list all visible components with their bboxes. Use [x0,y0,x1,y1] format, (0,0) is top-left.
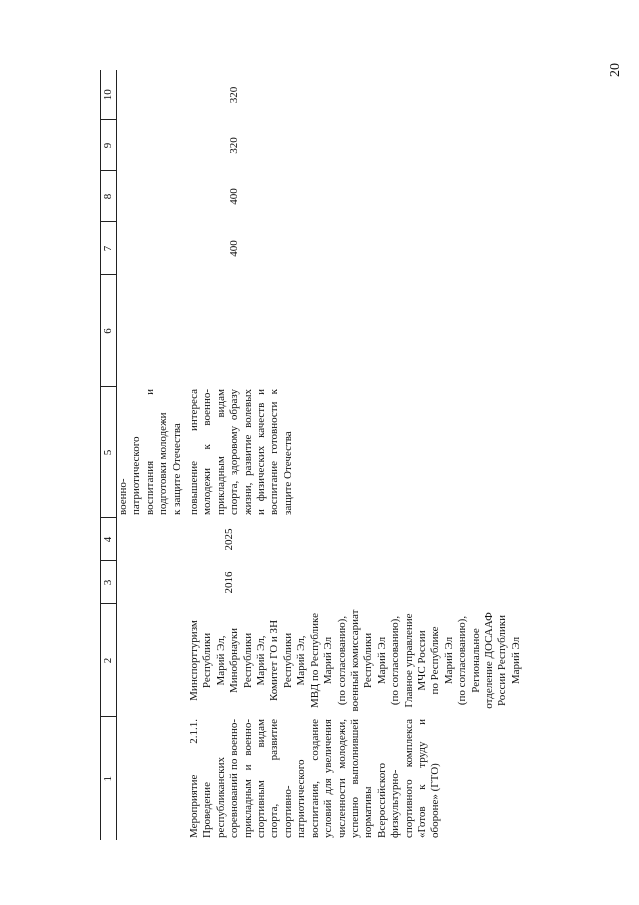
header-col-5: 5 [101,387,117,518]
header-col-7: 7 [101,222,117,275]
executor-line: Главное управление [402,613,415,708]
executor-line: МВД по Республике [308,613,321,708]
executor-line: отделение ДОСААФ [482,612,495,709]
continuation-row [117,70,189,840]
header-col-1: 1 [101,717,117,840]
col9-value: 320 [228,137,241,154]
program-table [100,70,523,840]
goal-line: подготовки молодежи [157,412,170,515]
goal-line: военно- [117,478,129,515]
executor-line: (по согласованию), [335,615,348,706]
executor-line: МЧС России [415,630,428,691]
header-col-9: 9 [101,120,117,171]
executor-line: Марий Эл [442,636,455,685]
executor-line: Марий Эл [322,636,335,685]
executor-line: Комитет ГО и ЗН [268,619,281,702]
executor-line: военный комиссариат [348,609,361,712]
end-year-cell: 2025 [223,528,236,551]
goal-line: патриотического [130,436,143,515]
executor-line: Марий Эл, [295,635,308,686]
executor-line: России Республики [496,614,509,707]
col6-cell [188,275,523,387]
activity-cell: Мероприятие 2.1.1. Проведение республиканских соревнований по военно-прикладным и военно-спортивным видам спорта, развитие спортивно-патриотического воспитания, создание условий для увеличения численности молодежи, успешно выполнившей нормативы Всероссийского физкультурно-спортивного комплекса «Готов к труду и обороне» (ГТО) [188,719,442,838]
col8-value: 400 [228,188,241,205]
rotated-table-container [100,70,610,840]
result-cell: повышение интереса молодежи к военно-прикладным видам спорта, здоровому образу жизни, развитие волевых и физических качеств и воспитание готовности к защите Отечества [188,389,294,515]
executor-line: Марий Эл, [255,635,268,686]
continuation-goal-cell [117,387,189,518]
executor-line: Республики [281,632,294,689]
executor-line: Республики [362,632,375,689]
header-col-10: 10 [101,70,117,120]
executor-line: Марий Эл, [214,635,227,686]
executor-line: по Республике [429,626,442,695]
goal-line: воспитания и [143,389,156,515]
executor-line: Марий Эл [509,636,522,685]
header-col-2: 2 [101,604,117,717]
executor-line: Марий Эл [375,636,388,685]
header-row [101,70,117,840]
executor-line: Республики [241,632,254,689]
header-col-3: 3 [101,561,117,604]
header-col-6: 6 [101,275,117,387]
col10-value: 320 [228,86,241,104]
executor-line: Минобрнауки [228,627,241,694]
executor-line: (по согласованию), [389,615,402,706]
executors-cell [188,604,523,717]
executor-line: Региональное [469,628,482,693]
start-year-cell: 2016 [223,571,236,594]
goal-line: к защите Отечества [170,423,183,515]
executor-line: Республики [201,632,214,689]
executor-line: (по согласованию), [456,615,469,706]
header-col-4: 4 [101,518,117,561]
executor-line: Минспорттуризм [188,620,201,701]
table-row [188,70,523,840]
header-col-8: 8 [101,171,117,222]
page-number: 20 [608,63,623,77]
col7-value: 400 [228,240,241,257]
